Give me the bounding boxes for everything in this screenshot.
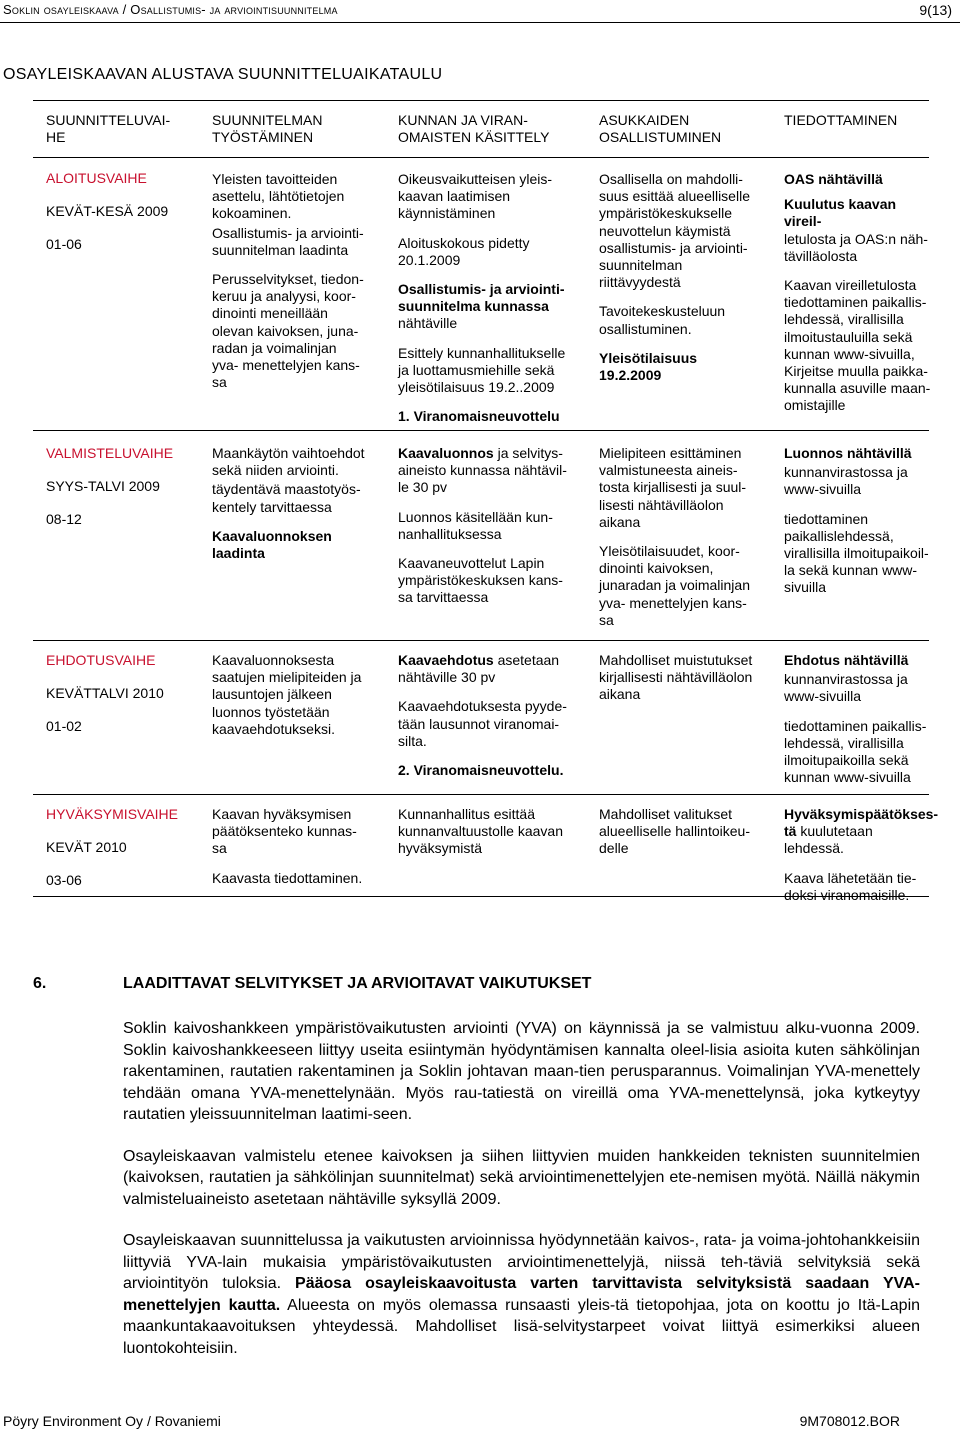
phase-name: VALMISTELUVAIHE bbox=[46, 445, 174, 461]
phase-name: HYVÄKSYMISVAIHE bbox=[46, 806, 179, 822]
residents-cell-3: Mahdolliset muistutukset kirjallisesti nähtävilläolon aikana bbox=[599, 652, 753, 703]
column-header-phase: SUUNNITTELUVAI- HE bbox=[46, 112, 171, 145]
residents-cell-2: Mielipiteen esittäminen valmistuneesta aineis- tosta kirjallisesti ja suul- lisesti nähtävilläolon aikana Yleisötilaisuudet, koor- dinointi kaivoksen, junaradan ja voimalinjan yva- menettelyjen kans- sa bbox=[599, 445, 750, 628]
info-cell-3: Ehdotus nähtävillä kunnanvirastossa ja www-sivuilla tiedottaminen paikallis- lehdessä, virallisilla ilmoitupaikoilla sekä kunnan www-sivuilla bbox=[784, 652, 927, 786]
column-header-authority: KUNNAN JA VIRAN- OMAISTEN KÄSITTELY bbox=[398, 112, 550, 145]
section-number: 6. bbox=[33, 975, 47, 992]
authority-cell-3: Kaavaehdotus asetetaan nähtäville 30 pv Kaavaehdotuksesta pyyde- tään lausunnot viranomai- silta. 2. Viranomaisneuvottelu. bbox=[398, 652, 567, 779]
authority-cell-2: Kaavaluonnos ja selvitys- aineisto kunnassa nähtävil- le 30 pv Luonnos käsitellään kun- nanhallituksessa Kaavaneuvottelut Lapin ympäristökeskuksen kans- sa tarvittaessa bbox=[398, 445, 567, 606]
phase-season: SYYS-TALVI 2009 bbox=[46, 478, 160, 495]
work-cell-4: Kaavan hyväksymisen päätöksenteko kunnas- sa Kaavasta tiedottaminen. bbox=[212, 806, 363, 886]
work-cell-1: Yleisten tavoitteiden asettelu, lähtötietojen kokoaminen. Osallistumis- ja arviointi- suunnitelman laadinta Perusselvitykset, tiedon- keruu ja analyysi, koor- dinointi meneillään olevan kaivoksen, juna- radan ja voimalinjan yva- menettelyjen kans- sa bbox=[212, 171, 364, 391]
authority-cell-4: Kunnanhallitus esittää kunnanvaltuustolle kaavan hyväksymistä bbox=[398, 806, 564, 857]
info-cell-4: Hyväksymispäätökses- tä kuulutetaan lehdessä. Kaava lähetetään tie- doksi viranomaisille. bbox=[784, 806, 939, 903]
phase-cell-4 bbox=[46, 806, 206, 906]
phase-name: EHDOTUSVAIHE bbox=[46, 652, 156, 668]
table-rule-2 bbox=[33, 640, 929, 641]
column-header-residents: ASUKKAIDEN OSALLISTUMINEN bbox=[599, 112, 722, 145]
header-title: Soklin osayleiskaava / Osallistumis- ja arviointisuunnitelma bbox=[3, 2, 338, 17]
work-cell-3: Kaavaluonnoksesta saatujen mielipiteiden ja lausuntojen jälkeen luonnos työstetään kaavaehdotukseksi. bbox=[212, 652, 362, 737]
phase-season: KEVÄTTALVI 2010 bbox=[46, 685, 164, 702]
phase-months: 01-06 bbox=[46, 236, 82, 253]
phase-months: 01-02 bbox=[46, 718, 82, 735]
authority-cell-1: Oikeusvaikutteisen yleis- kaavan laatimisen käynnistäminen Aloituskokous pidetty 20.1.2009 Osallistumis- ja arviointi- suunnitelma kunnassa nähtäville Esittely kunnanhallitukselle ja luottamusmiehille sekä yleisötilaisuus 19.2..2009 1. Viranomaisneuvottelu bbox=[398, 171, 566, 425]
section-body bbox=[123, 1018, 920, 1379]
schedule-title: OSAYLEISKAAVAN ALUSTAVA SUUNNITTELUAIKATAULU bbox=[3, 66, 443, 83]
table-rule-header bbox=[33, 157, 929, 158]
info-cell-2: Luonnos nähtävillä kunnanvirastossa ja www-sivuilla tiedottaminen paikallislehdessä, virallisilla ilmoitupaikoil- la sekä kunnan www- sivuilla bbox=[784, 445, 929, 596]
page-header bbox=[0, 0, 960, 26]
column-header-work: SUUNNITELMAN TYÖSTÄMINEN bbox=[212, 112, 323, 145]
phase-cell-3 bbox=[46, 652, 206, 752]
residents-cell-1: Osallisella on mahdolli- suus esittää alueelliselle ympäristökeskukselle neuvottelun käymistä osallistumis- ja arviointi- suunnitelman riittävyydestä Tavoitekeskusteluun osallistuminen. Yleisötilaisuus 19.2.2009 bbox=[599, 171, 750, 384]
phase-cell-1 bbox=[46, 170, 206, 270]
phase-cell-2 bbox=[46, 445, 206, 545]
footer-doc-id: 9M708012.BOR bbox=[799, 1413, 900, 1429]
phase-name: ALOITUSVAIHE bbox=[46, 170, 147, 186]
phase-season: KEVÄT 2010 bbox=[46, 839, 127, 856]
phase-months: 03-06 bbox=[46, 872, 82, 889]
paragraph-3: Osayleiskaavan suunnittelussa ja vaikutusten arvioinnissa hyödynnetään kaivos-, rata- ja voima-johtohankkeisiin liittyviä YVA-lain mukaisia ympäristövaikutusten arviointimenettelyjä, niissä teh-täviä selvityksiä sekä arviointityön tuloksia. Pääosa osayleiskaavoitusta varten tarvittavista selvityksistä saadaan YVA-menettelyjen kautta. Alueesta on myös olemassa runsaasti yleis-tä tietopohjaa, jota on koottu jo Itä-Lapin maankuntakaavoituksen yhteydessä. Mahdolliset lisä-selvitystarpeet voivat liittyä esimerkiksi alueen luontokohteisiin. bbox=[123, 1232, 921, 1357]
paragraph-1: Soklin kaivoshankkeen ympäristövaikutusten arviointi (YVA) on käynnissä ja se valmistuu alku-vuonna 2009. Soklin kaivoshankkeeseen liittyy useita esiintymän hyödyntämisen kannalta oleel-lisia asioita kuten sähkölinjan rakentaminen, rautatien rakentaminen ja Soklin johtavan maan-tien perusparannus. Voimalinjan YVA-menettely tehdään omana YVA-menettelynään. Myös rau-tatiestä on vireillä oma YVA-menettelynsä, joka kytkeytyy rautatien yleissuunnitelman laatimi-seen. bbox=[123, 1020, 920, 1123]
residents-cell-4: Mahdolliset valitukset alueelliselle hallintoikeu- delle bbox=[599, 806, 750, 857]
column-header-info: TIEDOTTAMINEN bbox=[784, 112, 898, 128]
work-cell-2: Maankäytön vaihtoehdot sekä niiden arviointi. täydentävä maastotyös- kentely tarvittaessa Kaavaluonnoksen laadinta bbox=[212, 445, 365, 562]
page-number: 9(13) bbox=[919, 2, 952, 18]
footer-company: Pöyry Environment Oy / Rovaniemi bbox=[3, 1413, 221, 1429]
info-cell-1: OAS nähtävillä Kuulutus kaavan vireil- letulosta ja OAS:n näh- tävilläolosta Kaavan vireilletulosta tiedottaminen paikallis- lehdessä, virallisilla ilmoitustauluilla sekä kunnan www-sivuilla, Kirjeitse muulla paikka- kunnalla asuville maan- omistajille bbox=[784, 171, 931, 414]
phase-months: 08-12 bbox=[46, 511, 82, 528]
section-title: LAADITTAVAT SELVITYKSET JA ARVIOITAVAT VAIKUTUKSET bbox=[123, 975, 592, 992]
table-rule-top bbox=[33, 100, 929, 101]
paragraph-2: Osayleiskaavan valmistelu etenee kaivoksen ja siihen liittyvien muiden hankkeiden teknisten suunnitelmien (kaivoksen, rautatien ja sähkölinjan suunnitelmat) sekä arviointimenettelyjen ete-nemisen myötä. Näillä näkymin valmisteluaineisto asetetaan nähtäville syksyllä 2009. bbox=[123, 1147, 920, 1208]
header-rule bbox=[0, 22, 960, 23]
phase-season: KEVÄT-KESÄ 2009 bbox=[46, 203, 169, 220]
